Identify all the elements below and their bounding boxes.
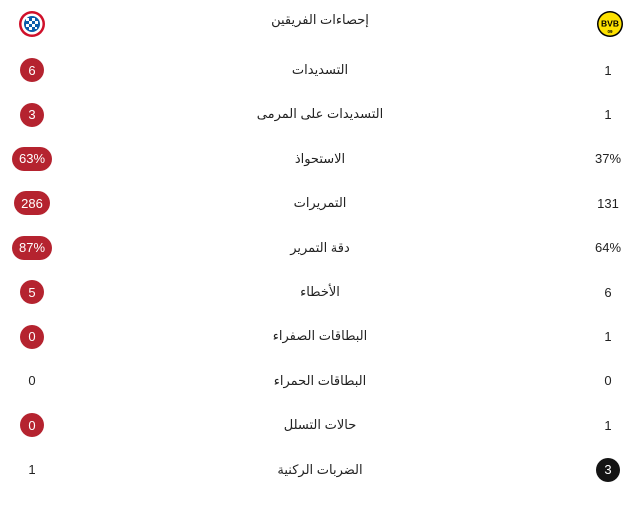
- stats-header: [0, 0, 640, 48]
- right-value-cell: [576, 448, 640, 492]
- svg-text:09: 09: [607, 29, 613, 34]
- left-value-cell: [0, 181, 64, 225]
- stat-row: [0, 226, 640, 270]
- right-value-cell: [576, 403, 640, 447]
- bayern-crest-icon[interactable]: [18, 10, 46, 38]
- right-value: 0: [604, 373, 612, 389]
- right-value: 37%: [594, 151, 622, 167]
- svg-text:BVB: BVB: [601, 18, 619, 29]
- stats-list: [0, 48, 640, 492]
- left-value-badge: 63%: [12, 147, 52, 171]
- left-value-cell: [0, 314, 64, 358]
- right-value: 1: [604, 107, 612, 123]
- right-value-cell: [576, 226, 640, 270]
- left-value-cell: [0, 92, 64, 136]
- stat-label: حالات التسلل: [283, 417, 357, 433]
- stat-label: دقة التمرير: [290, 239, 350, 255]
- stat-row: [0, 359, 640, 403]
- left-value-cell: [0, 270, 64, 314]
- left-value-cell: [0, 448, 64, 492]
- left-value-badge: 0: [20, 325, 44, 349]
- page-title: إحصاءات الفريقين: [271, 12, 369, 27]
- stat-label: الاستحواذ: [294, 150, 346, 166]
- left-value-badge: 3: [20, 103, 44, 127]
- left-value-badge: 286: [14, 191, 50, 215]
- stat-label: الأخطاء: [300, 283, 340, 299]
- dortmund-crest-icon[interactable]: [596, 10, 624, 38]
- stat-label: التسديدات على المرمى: [256, 106, 384, 122]
- stat-row: [0, 137, 640, 181]
- left-value-cell: [0, 359, 64, 403]
- left-value: 0: [28, 373, 36, 389]
- stat-label: البطاقات الحمراء: [273, 372, 367, 388]
- stat-row: [0, 92, 640, 136]
- right-value-badge: 3: [596, 458, 620, 482]
- left-value-badge: 0: [20, 413, 44, 437]
- right-value-cell: [576, 92, 640, 136]
- right-value: 1: [604, 329, 612, 345]
- right-value: 1: [604, 62, 612, 78]
- left-value-badge: 5: [20, 280, 44, 304]
- stat-row: [0, 181, 640, 225]
- right-value-cell: [576, 359, 640, 403]
- right-value: 131: [597, 195, 619, 211]
- left-value-cell: [0, 137, 64, 181]
- left-value-cell: [0, 48, 64, 92]
- stat-row: [0, 48, 640, 92]
- right-value-cell: [576, 314, 640, 358]
- left-value-cell: [0, 403, 64, 447]
- stat-row: [0, 403, 640, 447]
- stat-label: الضربات الركنية: [277, 461, 363, 477]
- left-value: 1: [28, 462, 36, 478]
- stat-row: [0, 314, 640, 358]
- stat-label: التسديدات: [291, 62, 349, 77]
- left-value-badge: 6: [20, 58, 44, 82]
- stat-label: التمريرات: [293, 195, 347, 211]
- right-value-cell: [576, 181, 640, 225]
- right-value-cell: [576, 270, 640, 314]
- right-value-cell: [576, 48, 640, 92]
- right-value: 64%: [594, 240, 622, 256]
- stat-label: البطاقات الصفراء: [272, 328, 368, 344]
- left-value-cell: [0, 226, 64, 270]
- stat-row: [0, 448, 640, 492]
- right-value: 1: [604, 417, 612, 433]
- right-value: 6: [604, 284, 612, 300]
- stat-row: [0, 270, 640, 314]
- right-value-cell: [576, 137, 640, 181]
- left-value-badge: 87%: [12, 236, 52, 260]
